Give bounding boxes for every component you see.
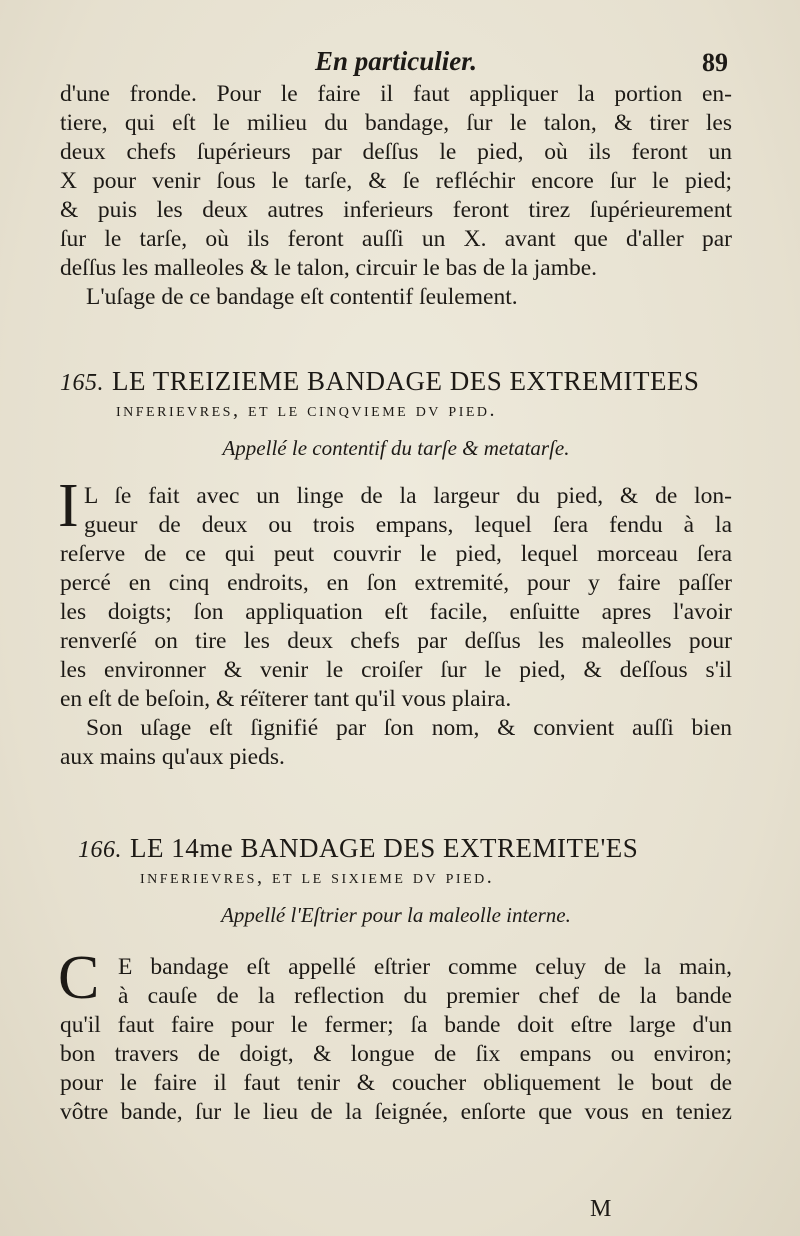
section-caption: Appellé l'Eſtrier pour la maleolle interne. — [221, 903, 571, 927]
text-line: renverſé on tire les deux chefs par deſſus les maleolles pour — [60, 628, 732, 654]
section-title: LE TREIZIEME BANDAGE DES EXTREMITEES — [112, 366, 700, 396]
page-number: 89 — [702, 48, 728, 77]
section-subtitle: inferievres, et le cinqvieme dv pied. — [116, 399, 498, 421]
text-line: tiere, qui eſt le milieu du bandage, ſur le talon, & tirer les — [60, 110, 732, 136]
text-line: bon travers de doigt, & longue de ſix empans ou environ; — [60, 1041, 732, 1067]
text-line: en eſt de beſoin, & réïterer tant qu'il vous plaira. — [60, 686, 512, 712]
section-165 — [60, 366, 732, 461]
text-line: L ſe fait avec un linge de la largeur du pied, & de lon- — [84, 483, 732, 509]
text-line: & puis les deux autres inferieurs feront tirez ſupérieurement — [60, 197, 732, 223]
section-166-body — [60, 953, 732, 1127]
text-line: les environner & venir le croiſer ſur le pied, & deſſous s'il — [60, 657, 732, 683]
section-caption: Appellé le contentif du tarſe & metatarſe. — [222, 436, 570, 460]
section-heading — [60, 366, 732, 397]
text-line: deſſus les malleoles & le talon, circuir le bas de la jambe. — [60, 255, 598, 281]
usage-line: Son uſage eſt ſignifié par ſon nom, & convient auſſi bien — [86, 715, 732, 741]
usage-line: L'uſage de ce bandage eſt contentif ſeulement. — [86, 284, 518, 310]
section-title: LE 14me BANDAGE DES EXTREMITE'ES — [130, 833, 639, 863]
dropcap-letter: C — [58, 944, 100, 1012]
text-line: ſur le tarſe, où ils feront auſſi un X. avant que d'aller par — [60, 226, 732, 252]
section-166 — [60, 833, 732, 928]
text-line: qu'il faut faire pour le fermer; ſa bande doit eſtre large d'un — [60, 1012, 732, 1038]
text-line: les doigts; ſon appliquation eſt facile, enſuitte apres l'avoir — [60, 599, 732, 625]
section-number: 165. — [60, 370, 104, 396]
section-number: 166. — [78, 837, 122, 863]
section-heading — [60, 833, 732, 864]
text-line: X pour venir ſous le tarſe, & ſe refléchir encore ſur le pied; — [60, 168, 732, 194]
text-line: d'une fronde. Pour le faire il faut appliquer la portion en- — [60, 81, 732, 107]
intro-paragraph — [60, 80, 732, 312]
usage-line: aux mains qu'aux pieds. — [60, 744, 285, 770]
text-line: E bandage eſt appellé eſtrier comme celuy de la main, — [118, 954, 732, 980]
text-line: vôtre bande, ſur le lieu de la ſeignée, enſorte que vous en teniez — [60, 1099, 732, 1125]
text-line: reſerve de ce qui peut couvrir le pied, lequel morceau ſera — [60, 541, 732, 567]
text-line: pour le faire il faut tenir & coucher obliquement le bout de — [60, 1070, 732, 1096]
text-line: gueur de deux ou trois empans, lequel ſera fendu à la — [84, 512, 732, 538]
text-line: à cauſe de la reflection du premier chef de la bande — [118, 983, 732, 1009]
dropcap-letter: I — [58, 472, 79, 540]
section-165-body — [60, 482, 732, 772]
text-line: percé en cinq endroits, en ſon extremité, pour y faire paſſer — [60, 570, 732, 596]
section-subtitle: inferievres, et le sixieme dv pied. — [140, 866, 495, 888]
running-title: En particulier. — [314, 46, 478, 76]
signature-mark: M — [590, 1196, 612, 1222]
text-line: deux chefs ſupérieurs par deſſus le pied, où ils feront un — [60, 139, 732, 165]
